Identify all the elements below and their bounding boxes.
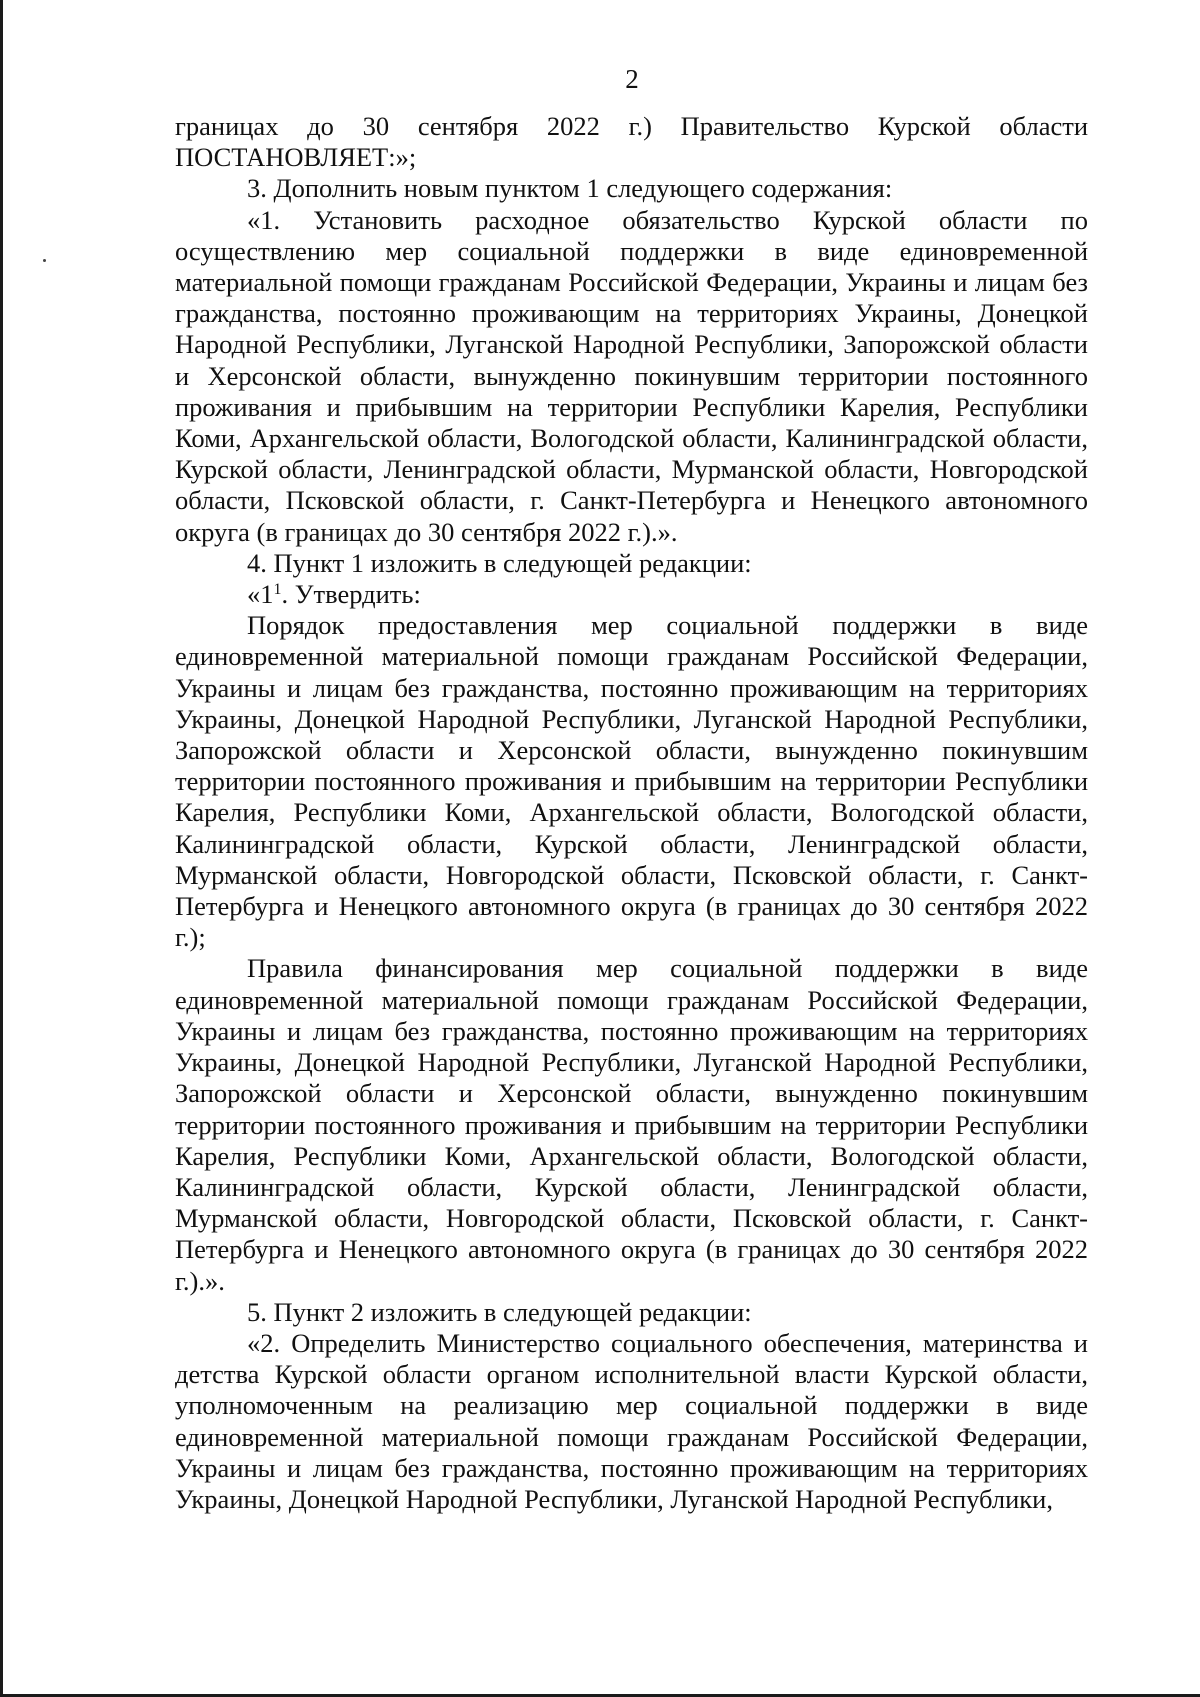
paragraph-new-item-2: «2. Определить Министерство социального обеспечения, материнства и детства Курской области органом исполнительной власти Курской области, уполномоченным на реализацию мер социальной поддержки в виде единовременной материальной помощи гражданам Российской Федерации, Украины и лицам без гражданства, постоянно проживающим на территориях Украины, Донецкой Народной Республики, Луганской Народной Республики, <box>175 1327 1088 1514</box>
paragraph-approve <box>175 579 1088 610</box>
document-body <box>175 111 1088 1515</box>
paragraph-item-5: 5. Пункт 2 изложить в следующей редакции: <box>247 1296 752 1327</box>
scan-speck <box>43 259 46 262</box>
scan-edge-left <box>0 0 3 1697</box>
paragraph-new-item-1: «1. Установить расходное обязательство Курской области по осуществлению мер социальной поддержки в виде единовременной материальной помощи гражданам Российской Федерации, Украины и лицам без гражданства, постоянно проживающим на территориях Украины, Донецкой Народной Республики, Луганской Народной Республики, Запорожской области и Херсонской области, вынужденно покинувшим территории постоянного проживания и прибывшим на территории Республики Карелия, Республики Коми, Архангельской области, Вологодской области, Калининградской области, Курской области, Ленинградской области, Мурманской области, Новгородской области, Псковской области, г. Санкт-Петербурга и Ненецкого автономного округа (в границах до 30 сентября 2022 г.).». <box>175 204 1088 547</box>
paragraph-item-3: 3. Дополнить новым пунктом 1 следующего содержания: <box>247 173 893 204</box>
approve-suffix: . Утвердить: <box>281 579 421 610</box>
paragraph-procedure: Порядок предоставления мер социальной поддержки в виде единовременной материальной помощи гражданам Российской Федерации, Украины и лицам без гражданства, постоянно проживающим на территориях Украины, Донецкой Народной Республики, Луганской Народной Республики, Запорожской области и Херсонской области, вынужденно покинувшим территории постоянного проживания и прибывшим на территории Республики Карелия, Республики Коми, Архангельской области, Вологодской области, Калининградской области, Курской области, Ленинградской области, Мурманской области, Новгородской области, Псковской области, г. Санкт-Петербурга и Ненецкого автономного округа (в границах до 30 сентября 2022 г.); <box>175 610 1088 953</box>
paragraph-financing-rules: Правила финансирования мер социальной поддержки в виде единовременной материальной помощи гражданам Российской Федерации, Украины и лицам без гражданства, постоянно проживающим на территориях Украины, Донецкой Народной Республики, Луганской Народной Республики, Запорожской области и Херсонской области, вынужденно покинувшим территории постоянного проживания и прибывшим на территории Республики Карелия, Республики Коми, Архангельской области, Вологодской области, Калининградской области, Курской области, Ленинградской области, Мурманской области, Новгородской области, Псковской области, г. Санкт-Петербурга и Ненецкого автономного округа (в границах до 30 сентября 2022 г.).». <box>175 953 1088 1296</box>
paragraph-continuation: границах до 30 сентября 2022 г.) Правительство Курской области ПОСТАНОВЛЯЕТ:»; <box>175 111 1088 173</box>
paragraph-item-4: 4. Пункт 1 изложить в следующей редакции: <box>247 547 752 578</box>
page-number: 2 <box>625 64 639 94</box>
approve-prefix: «1 <box>247 579 274 610</box>
approve-superscript: 1 <box>273 581 282 599</box>
